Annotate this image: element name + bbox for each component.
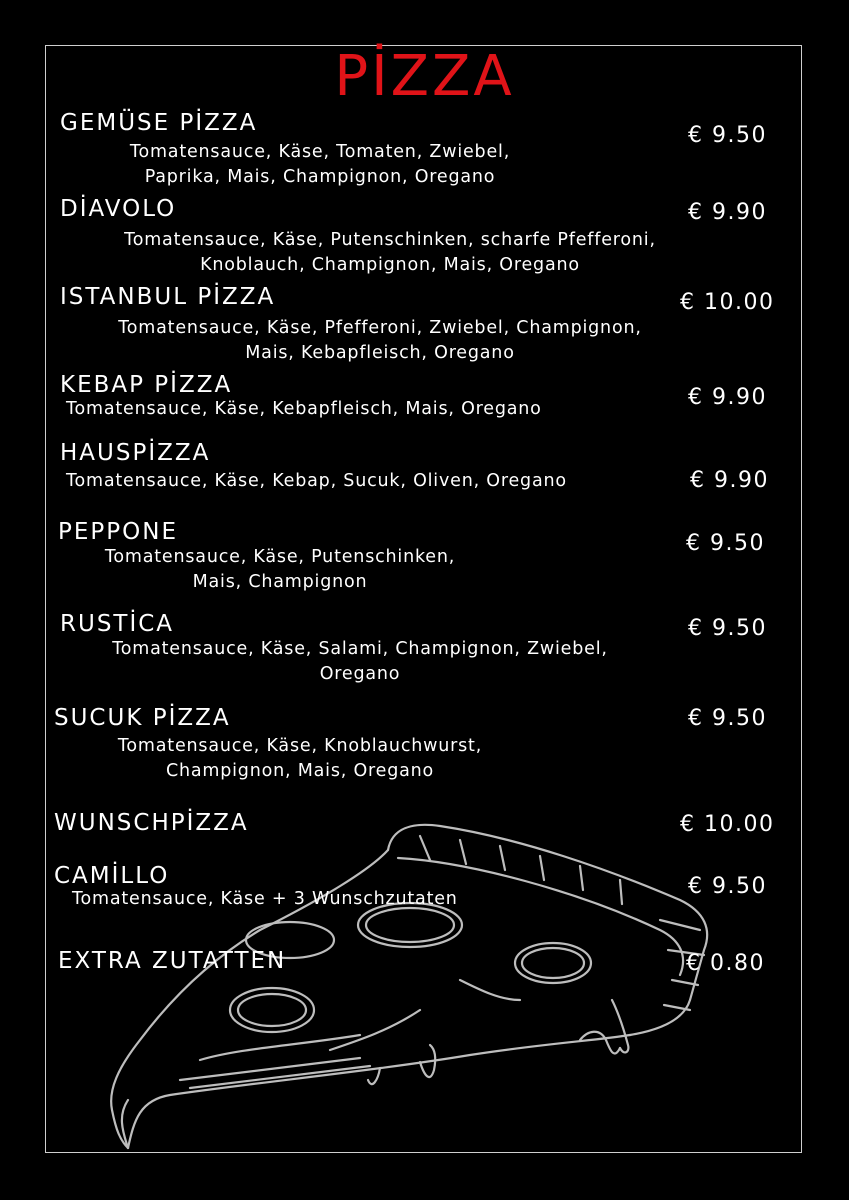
item-price: € 0.80	[686, 951, 765, 976]
item-name: PEPPONE	[58, 519, 178, 545]
item-name: HAUSPİZZA	[60, 440, 211, 466]
item-name: GEMÜSE PİZZA	[60, 110, 258, 136]
item-description: Champignon, Mais, Oregano	[165, 761, 435, 781]
item-price: € 9.50	[688, 706, 767, 731]
item-description: Tomatensauce, Käse + 3 Wunschzutaten	[72, 889, 458, 909]
item-description: Tomatensauce, Käse, Knoblauchwurst,	[117, 736, 483, 756]
item-description: Knoblauch, Champignon, Mais, Oregano	[200, 255, 580, 275]
item-name: ISTANBUL PİZZA	[60, 284, 276, 310]
item-description: Oregano	[319, 664, 401, 684]
item-price: € 9.50	[688, 616, 767, 641]
item-price: € 9.90	[690, 468, 769, 493]
item-price: € 9.50	[686, 531, 765, 556]
item-name: DİAVOLO	[60, 196, 177, 222]
item-name: KEBAP PİZZA	[60, 372, 233, 398]
item-description: Tomatensauce, Käse, Pfefferoni, Zwiebel, Champignon,	[118, 318, 642, 338]
item-price: € 9.50	[688, 123, 767, 148]
item-description: Tomatensauce, Käse, Kebapfleisch, Mais, Oregano	[66, 399, 542, 419]
item-price: € 9.50	[688, 874, 767, 899]
item-name: SUCUK PİZZA	[54, 705, 231, 731]
menu-title: PİZZA	[334, 44, 515, 109]
item-price: € 9.90	[688, 385, 767, 410]
item-description: Mais, Kebapfleisch, Oregano	[245, 343, 515, 363]
item-description: Mais, Champignon	[192, 572, 368, 592]
item-name: EXTRA ZUTATTEN	[58, 948, 287, 974]
item-description: Tomatensauce, Käse, Tomaten, Zwiebel,	[129, 142, 511, 162]
item-name: CAMİLLO	[54, 863, 170, 889]
item-name: WUNSCHPİZZA	[54, 810, 249, 836]
item-description: Tomatensauce, Käse, Putenschinken,	[104, 547, 456, 567]
item-price: € 9.90	[688, 200, 767, 225]
item-price: € 10.00	[680, 812, 775, 837]
item-name: RUSTİCA	[60, 611, 175, 637]
item-description: Tomatensauce, Käse, Salami, Champignon, Zwiebel,	[112, 639, 608, 659]
item-description: Paprika, Mais, Champignon, Oregano	[144, 167, 496, 187]
item-description: Tomatensauce, Käse, Putenschinken, scharfe Pfefferoni,	[124, 230, 656, 250]
item-description: Tomatensauce, Käse, Kebap, Sucuk, Oliven, Oregano	[66, 471, 567, 491]
item-price: € 10.00	[680, 290, 775, 315]
